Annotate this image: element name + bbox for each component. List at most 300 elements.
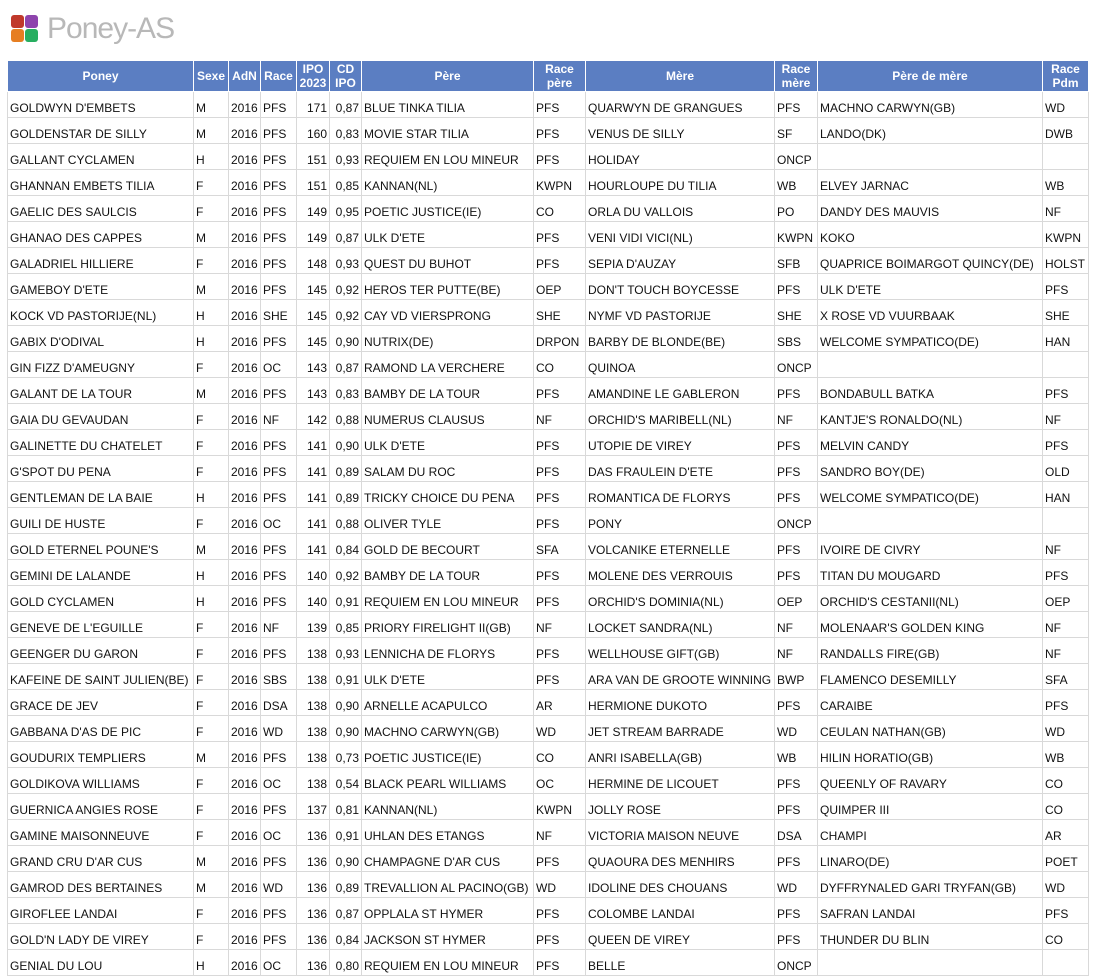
col-sexe-header[interactable] bbox=[194, 61, 229, 92]
col-ipo-2023-cell: 138 bbox=[297, 716, 330, 742]
col-ipo-2023-cell: 149 bbox=[297, 222, 330, 248]
col-race-mere-cell: PFS bbox=[775, 92, 818, 118]
col-pere-de-mere-cell: ULK D'ETE bbox=[818, 274, 1043, 300]
col-mere-cell: ORCHID'S DOMINIA(NL) bbox=[586, 586, 775, 612]
col-ipo-2023-cell: 138 bbox=[297, 742, 330, 768]
col-mere-cell: BELLE bbox=[586, 950, 775, 976]
col-race-cell: PFS bbox=[261, 482, 297, 508]
col-pere-de-mere-cell: RANDALLS FIRE(GB) bbox=[818, 638, 1043, 664]
col-race-pdm-cell: PFS bbox=[1043, 378, 1089, 404]
table-row bbox=[8, 820, 1089, 846]
col-race-pere-cell: AR bbox=[534, 690, 586, 716]
col-adn-cell: 2016 bbox=[229, 950, 261, 976]
col-ipo-2023-cell: 138 bbox=[297, 690, 330, 716]
col-race-mere-cell: ONCP bbox=[775, 950, 818, 976]
col-race-pdm-cell: SFA bbox=[1043, 664, 1089, 690]
col-race-pere-cell: PFS bbox=[534, 92, 586, 118]
col-race-pdm-cell bbox=[1043, 508, 1089, 534]
col-cd-ipo-cell: 0,88 bbox=[330, 508, 362, 534]
col-adn-cell: 2016 bbox=[229, 144, 261, 170]
header-label: IPO bbox=[335, 76, 356, 90]
col-pere-cell: SALAM DU ROC bbox=[362, 456, 534, 482]
col-race-cell: PFS bbox=[261, 326, 297, 352]
col-mere-cell: QUINOA bbox=[586, 352, 775, 378]
col-race-pere-cell: SHE bbox=[534, 300, 586, 326]
col-pere-cell: NUMERUS CLAUSUS bbox=[362, 404, 534, 430]
col-adn-cell: 2016 bbox=[229, 274, 261, 300]
col-race-pere-cell: PFS bbox=[534, 586, 586, 612]
col-poney-cell: GEMINI DE LALANDE bbox=[8, 560, 194, 586]
col-pere-cell: ULK D'ETE bbox=[362, 430, 534, 456]
header-label: AdN bbox=[232, 69, 257, 83]
col-ipo-2023-cell: 136 bbox=[297, 950, 330, 976]
col-race-mere-cell: SBS bbox=[775, 326, 818, 352]
col-ipo-2023-cell: 137 bbox=[297, 794, 330, 820]
col-race-cell: PFS bbox=[261, 170, 297, 196]
col-pere-de-mere-header[interactable] bbox=[818, 61, 1043, 92]
col-pere-de-mere-cell: ORCHID'S CESTANII(NL) bbox=[818, 586, 1043, 612]
col-cd-ipo-header[interactable] bbox=[330, 61, 362, 92]
col-race-mere-cell: SFB bbox=[775, 248, 818, 274]
col-mere-cell: BARBY DE BLONDE(BE) bbox=[586, 326, 775, 352]
col-cd-ipo-cell: 0,92 bbox=[330, 274, 362, 300]
header-label: Mère bbox=[665, 69, 694, 83]
col-pere-cell: NUTRIX(DE) bbox=[362, 326, 534, 352]
col-race-mere-cell: NF bbox=[775, 638, 818, 664]
col-pere-cell: BLACK PEARL WILLIAMS bbox=[362, 768, 534, 794]
col-poney-cell: GAMEBOY D'ETE bbox=[8, 274, 194, 300]
col-pere-cell: GOLD DE BECOURT bbox=[362, 534, 534, 560]
col-sexe-cell: F bbox=[194, 170, 229, 196]
col-ipo-2023-cell: 140 bbox=[297, 560, 330, 586]
col-cd-ipo-cell: 0,93 bbox=[330, 144, 362, 170]
col-race-pere-cell: PFS bbox=[534, 378, 586, 404]
col-adn-cell: 2016 bbox=[229, 482, 261, 508]
table-row bbox=[8, 690, 1089, 716]
col-race-mere-cell: OEP bbox=[775, 586, 818, 612]
col-pere-cell: QUEST DU BUHOT bbox=[362, 248, 534, 274]
table-row bbox=[8, 404, 1089, 430]
col-cd-ipo-cell: 0,90 bbox=[330, 846, 362, 872]
col-sexe-cell: F bbox=[194, 352, 229, 378]
col-ipo-2023-cell: 141 bbox=[297, 456, 330, 482]
col-adn-cell: 2016 bbox=[229, 794, 261, 820]
col-race-mere-cell: PFS bbox=[775, 378, 818, 404]
col-cd-ipo-cell: 0,87 bbox=[330, 898, 362, 924]
col-race-pdm-cell: PFS bbox=[1043, 690, 1089, 716]
col-race-pere-cell: CO bbox=[534, 742, 586, 768]
col-poney-cell: GOLD'N LADY DE VIREY bbox=[8, 924, 194, 950]
col-cd-ipo-cell: 0,85 bbox=[330, 170, 362, 196]
col-race-pdm-cell: NF bbox=[1043, 638, 1089, 664]
col-pere-cell: MACHNO CARWYN(GB) bbox=[362, 716, 534, 742]
table-row bbox=[8, 924, 1089, 950]
col-adn-cell: 2016 bbox=[229, 872, 261, 898]
col-sexe-cell: F bbox=[194, 690, 229, 716]
header-label: Pdm bbox=[1052, 76, 1079, 90]
col-poney-header[interactable] bbox=[8, 61, 194, 92]
col-race-cell: NF bbox=[261, 404, 297, 430]
col-race-pere-header[interactable] bbox=[534, 61, 586, 92]
col-pere-cell: OLIVER TYLE bbox=[362, 508, 534, 534]
col-cd-ipo-cell: 0,95 bbox=[330, 196, 362, 222]
col-ipo-2023-cell: 141 bbox=[297, 430, 330, 456]
col-cd-ipo-cell: 0,87 bbox=[330, 352, 362, 378]
col-pere-cell: CAY VD VIERSPRONG bbox=[362, 300, 534, 326]
col-poney-cell: GUILI DE HUSTE bbox=[8, 508, 194, 534]
col-race-cell: PFS bbox=[261, 144, 297, 170]
col-ipo-2023-header[interactable] bbox=[297, 61, 330, 92]
col-race-pere-cell: PFS bbox=[534, 482, 586, 508]
col-sexe-cell: H bbox=[194, 482, 229, 508]
col-cd-ipo-cell: 0,91 bbox=[330, 820, 362, 846]
col-race-mere-cell: WD bbox=[775, 872, 818, 898]
col-pere-de-mere-cell: MOLENAAR'S GOLDEN KING bbox=[818, 612, 1043, 638]
col-race-mere-cell: SF bbox=[775, 118, 818, 144]
col-race-mere-cell: DSA bbox=[775, 820, 818, 846]
col-pere-cell: POETIC JUSTICE(IE) bbox=[362, 742, 534, 768]
col-sexe-cell: H bbox=[194, 586, 229, 612]
col-race-pdm-cell bbox=[1043, 144, 1089, 170]
col-cd-ipo-cell: 0,73 bbox=[330, 742, 362, 768]
col-race-pdm-cell: NF bbox=[1043, 534, 1089, 560]
col-cd-ipo-cell: 0,91 bbox=[330, 664, 362, 690]
col-sexe-cell: M bbox=[194, 92, 229, 118]
col-cd-ipo-cell: 0,80 bbox=[330, 950, 362, 976]
col-pere-cell: PRIORY FIRELIGHT II(GB) bbox=[362, 612, 534, 638]
col-race-cell: PFS bbox=[261, 638, 297, 664]
col-race-cell: DSA bbox=[261, 690, 297, 716]
col-cd-ipo-cell: 0,84 bbox=[330, 534, 362, 560]
col-mere-cell: HOURLOUPE DU TILIA bbox=[586, 170, 775, 196]
col-mere-cell: VENI VIDI VICI(NL) bbox=[586, 222, 775, 248]
col-adn-cell: 2016 bbox=[229, 300, 261, 326]
col-cd-ipo-cell: 0,92 bbox=[330, 300, 362, 326]
col-ipo-2023-cell: 149 bbox=[297, 196, 330, 222]
col-pere-de-mere-cell: WELCOME SYMPATICO(DE) bbox=[818, 326, 1043, 352]
col-pere-de-mere-cell: QUAPRICE BOIMARGOT QUINCY(DE) bbox=[818, 248, 1043, 274]
col-mere-cell: QUEEN DE VIREY bbox=[586, 924, 775, 950]
table-row bbox=[8, 378, 1089, 404]
col-race-mere-cell: PFS bbox=[775, 482, 818, 508]
table-row bbox=[8, 352, 1089, 378]
col-pere-de-mere-cell: KANTJE'S RONALDO(NL) bbox=[818, 404, 1043, 430]
col-poney-cell: G'SPOT DU PENA bbox=[8, 456, 194, 482]
col-pere-de-mere-cell: CHAMPI bbox=[818, 820, 1043, 846]
col-ipo-2023-cell: 143 bbox=[297, 378, 330, 404]
col-pere-de-mere-cell bbox=[818, 352, 1043, 378]
col-race-mere-cell: ONCP bbox=[775, 352, 818, 378]
col-race-pere-cell: PFS bbox=[534, 924, 586, 950]
header-label: Père bbox=[434, 69, 461, 83]
header-label: père bbox=[546, 76, 573, 90]
table-row bbox=[8, 508, 1089, 534]
col-pere-de-mere-cell: LINARO(DE) bbox=[818, 846, 1043, 872]
col-race-pdm-cell: HAN bbox=[1043, 326, 1089, 352]
table-row bbox=[8, 950, 1089, 976]
col-race-cell: PFS bbox=[261, 924, 297, 950]
ipo-ranking-table bbox=[7, 60, 1089, 976]
col-ipo-2023-cell: 151 bbox=[297, 170, 330, 196]
col-race-pere-cell: PFS bbox=[534, 664, 586, 690]
col-poney-cell: GRAND CRU D'AR CUS bbox=[8, 846, 194, 872]
col-race-pdm-cell: HOLST bbox=[1043, 248, 1089, 274]
col-race-mere-cell: PFS bbox=[775, 456, 818, 482]
col-adn-cell: 2016 bbox=[229, 326, 261, 352]
col-cd-ipo-cell: 0,92 bbox=[330, 560, 362, 586]
col-sexe-cell: M bbox=[194, 742, 229, 768]
col-adn-cell: 2016 bbox=[229, 352, 261, 378]
col-mere-cell: SEPIA D'AUZAY bbox=[586, 248, 775, 274]
col-pere-de-mere-cell bbox=[818, 144, 1043, 170]
col-race-pdm-cell: NF bbox=[1043, 196, 1089, 222]
col-ipo-2023-cell: 171 bbox=[297, 92, 330, 118]
col-race-pdm-cell: PFS bbox=[1043, 898, 1089, 924]
col-poney-cell: GALANT DE LA TOUR bbox=[8, 378, 194, 404]
col-race-pdm-cell: POET bbox=[1043, 846, 1089, 872]
col-adn-cell: 2016 bbox=[229, 690, 261, 716]
col-poney-cell: GUERNICA ANGIES ROSE bbox=[8, 794, 194, 820]
col-sexe-cell: M bbox=[194, 274, 229, 300]
col-ipo-2023-cell: 138 bbox=[297, 638, 330, 664]
header-label: CD bbox=[336, 62, 355, 76]
col-race-mere-cell: PO bbox=[775, 196, 818, 222]
col-mere-cell: PONY bbox=[586, 508, 775, 534]
header-label: Père de mère bbox=[892, 69, 968, 83]
col-sexe-cell: M bbox=[194, 222, 229, 248]
col-race-mere-cell: BWP bbox=[775, 664, 818, 690]
col-race-pere-cell: CO bbox=[534, 196, 586, 222]
col-race-cell: OC bbox=[261, 508, 297, 534]
table-row bbox=[8, 274, 1089, 300]
table-row bbox=[8, 92, 1089, 118]
table-header-row bbox=[8, 61, 1089, 92]
col-race-mere-cell: PFS bbox=[775, 534, 818, 560]
col-adn-cell: 2016 bbox=[229, 820, 261, 846]
col-race-pdm-cell: CO bbox=[1043, 794, 1089, 820]
col-poney-cell: KAFEINE DE SAINT JULIEN(BE) bbox=[8, 664, 194, 690]
col-pere-cell: MOVIE STAR TILIA bbox=[362, 118, 534, 144]
col-pere-de-mere-cell: SAFRAN LANDAI bbox=[818, 898, 1043, 924]
col-ipo-2023-cell: 140 bbox=[297, 586, 330, 612]
col-poney-cell: GOUDURIX TEMPLIERS bbox=[8, 742, 194, 768]
table-row bbox=[8, 430, 1089, 456]
col-cd-ipo-cell: 0,85 bbox=[330, 612, 362, 638]
col-race-cell: PFS bbox=[261, 92, 297, 118]
col-race-pere-cell: PFS bbox=[534, 638, 586, 664]
col-poney-cell: GAMROD DES BERTAINES bbox=[8, 872, 194, 898]
col-adn-cell: 2016 bbox=[229, 586, 261, 612]
col-race-pdm-cell: WB bbox=[1043, 742, 1089, 768]
col-adn-cell: 2016 bbox=[229, 508, 261, 534]
table-row bbox=[8, 300, 1089, 326]
col-adn-cell: 2016 bbox=[229, 196, 261, 222]
col-mere-cell: HOLIDAY bbox=[586, 144, 775, 170]
col-cd-ipo-cell: 0,88 bbox=[330, 404, 362, 430]
col-adn-cell: 2016 bbox=[229, 846, 261, 872]
col-race-pere-cell: KWPN bbox=[534, 794, 586, 820]
col-sexe-cell: H bbox=[194, 300, 229, 326]
col-race-mere-cell: PFS bbox=[775, 846, 818, 872]
table-row bbox=[8, 846, 1089, 872]
col-poney-cell: GABBANA D'AS DE PIC bbox=[8, 716, 194, 742]
col-poney-cell: GALADRIEL HILLIERE bbox=[8, 248, 194, 274]
col-mere-header[interactable] bbox=[586, 61, 775, 92]
col-race-pdm-cell: WD bbox=[1043, 872, 1089, 898]
col-cd-ipo-cell: 0,89 bbox=[330, 456, 362, 482]
col-poney-cell: GALINETTE DU CHATELET bbox=[8, 430, 194, 456]
col-cd-ipo-cell: 0,93 bbox=[330, 248, 362, 274]
col-race-mere-cell: NF bbox=[775, 612, 818, 638]
col-race-cell: SHE bbox=[261, 300, 297, 326]
col-race-mere-cell: NF bbox=[775, 404, 818, 430]
col-adn-cell: 2016 bbox=[229, 222, 261, 248]
col-race-pdm-cell: NF bbox=[1043, 404, 1089, 430]
col-ipo-2023-cell: 148 bbox=[297, 248, 330, 274]
col-cd-ipo-cell: 0,87 bbox=[330, 92, 362, 118]
col-race-pere-cell: PFS bbox=[534, 950, 586, 976]
col-cd-ipo-cell: 0,91 bbox=[330, 586, 362, 612]
col-pere-cell: KANNAN(NL) bbox=[362, 170, 534, 196]
col-pere-header[interactable] bbox=[362, 61, 534, 92]
col-pere-de-mere-cell: QUIMPER III bbox=[818, 794, 1043, 820]
col-race-pdm-cell: DWB bbox=[1043, 118, 1089, 144]
col-poney-cell: GENIAL DU LOU bbox=[8, 950, 194, 976]
col-mere-cell: ROMANTICA DE FLORYS bbox=[586, 482, 775, 508]
col-race-mere-cell: PFS bbox=[775, 794, 818, 820]
col-race-cell: PFS bbox=[261, 456, 297, 482]
table-row bbox=[8, 898, 1089, 924]
col-race-pere-cell: DRPON bbox=[534, 326, 586, 352]
col-race-cell: PFS bbox=[261, 586, 297, 612]
col-race-pdm-cell: KWPN bbox=[1043, 222, 1089, 248]
site-logo[interactable] bbox=[11, 12, 174, 46]
col-sexe-cell: F bbox=[194, 820, 229, 846]
col-race-mere-header[interactable] bbox=[775, 61, 818, 92]
col-race-cell: PFS bbox=[261, 378, 297, 404]
table-row bbox=[8, 482, 1089, 508]
logo-mark-icon bbox=[11, 15, 39, 43]
col-ipo-2023-cell: 139 bbox=[297, 612, 330, 638]
table-row bbox=[8, 612, 1089, 638]
col-poney-cell: GOLD CYCLAMEN bbox=[8, 586, 194, 612]
col-mere-cell: WELLHOUSE GIFT(GB) bbox=[586, 638, 775, 664]
table-row bbox=[8, 638, 1089, 664]
col-ipo-2023-cell: 136 bbox=[297, 872, 330, 898]
col-mere-cell: ARA VAN DE GROOTE WINNING bbox=[586, 664, 775, 690]
col-cd-ipo-cell: 0,54 bbox=[330, 768, 362, 794]
col-race-cell: OC bbox=[261, 352, 297, 378]
col-sexe-cell: F bbox=[194, 404, 229, 430]
col-sexe-cell: M bbox=[194, 118, 229, 144]
col-adn-cell: 2016 bbox=[229, 664, 261, 690]
col-mere-cell: VOLCANIKE ETERNELLE bbox=[586, 534, 775, 560]
col-sexe-cell: F bbox=[194, 768, 229, 794]
col-ipo-2023-cell: 142 bbox=[297, 404, 330, 430]
col-race-cell: PFS bbox=[261, 248, 297, 274]
col-pere-de-mere-cell: SANDRO BOY(DE) bbox=[818, 456, 1043, 482]
col-sexe-cell: F bbox=[194, 196, 229, 222]
col-race-pere-cell: PFS bbox=[534, 144, 586, 170]
col-mere-cell: DON'T TOUCH BOYCESSE bbox=[586, 274, 775, 300]
col-cd-ipo-cell: 0,93 bbox=[330, 638, 362, 664]
col-race-pere-cell: WD bbox=[534, 872, 586, 898]
col-cd-ipo-cell: 0,89 bbox=[330, 872, 362, 898]
col-sexe-cell: M bbox=[194, 846, 229, 872]
col-race-pdm-cell: SHE bbox=[1043, 300, 1089, 326]
col-mere-cell: DAS FRAULEIN D'ETE bbox=[586, 456, 775, 482]
col-mere-cell: LOCKET SANDRA(NL) bbox=[586, 612, 775, 638]
col-race-pdm-cell: PFS bbox=[1043, 560, 1089, 586]
col-pere-de-mere-cell: ELVEY JARNAC bbox=[818, 170, 1043, 196]
col-poney-cell: GAELIC DES SAULCIS bbox=[8, 196, 194, 222]
col-race-header[interactable] bbox=[261, 61, 297, 92]
col-mere-cell: AMANDINE LE GABLERON bbox=[586, 378, 775, 404]
col-cd-ipo-cell: 0,90 bbox=[330, 326, 362, 352]
col-race-pere-cell: WD bbox=[534, 716, 586, 742]
col-pere-de-mere-cell: WELCOME SYMPATICO(DE) bbox=[818, 482, 1043, 508]
col-race-pere-cell: PFS bbox=[534, 508, 586, 534]
col-race-cell: PFS bbox=[261, 742, 297, 768]
col-race-pere-cell: PFS bbox=[534, 560, 586, 586]
col-cd-ipo-cell: 0,90 bbox=[330, 690, 362, 716]
col-pere-cell: OPPLALA ST HYMER bbox=[362, 898, 534, 924]
col-race-cell: PFS bbox=[261, 794, 297, 820]
col-pere-cell: ULK D'ETE bbox=[362, 664, 534, 690]
col-race-pdm-cell: OLD bbox=[1043, 456, 1089, 482]
header-label: 2023 bbox=[299, 76, 327, 90]
col-race-cell: OC bbox=[261, 950, 297, 976]
col-race-pere-cell: NF bbox=[534, 820, 586, 846]
col-race-pdm-header[interactable] bbox=[1043, 61, 1089, 92]
col-cd-ipo-cell: 0,89 bbox=[330, 482, 362, 508]
col-poney-cell: GAMINE MAISONNEUVE bbox=[8, 820, 194, 846]
col-race-cell: WD bbox=[261, 872, 297, 898]
col-mere-cell: ORLA DU VALLOIS bbox=[586, 196, 775, 222]
col-ipo-2023-cell: 141 bbox=[297, 508, 330, 534]
col-poney-cell: GHANAO DES CAPPES bbox=[8, 222, 194, 248]
col-mere-cell: ANRI ISABELLA(GB) bbox=[586, 742, 775, 768]
col-pere-de-mere-cell: CEULAN NATHAN(GB) bbox=[818, 716, 1043, 742]
col-pere-de-mere-cell bbox=[818, 950, 1043, 976]
col-pere-cell: HEROS TER PUTTE(BE) bbox=[362, 274, 534, 300]
header-label: Sexe bbox=[196, 69, 226, 83]
col-adn-cell: 2016 bbox=[229, 612, 261, 638]
col-race-pdm-cell: CO bbox=[1043, 768, 1089, 794]
header-label: Poney bbox=[82, 69, 119, 83]
col-adn-cell: 2016 bbox=[229, 170, 261, 196]
col-sexe-cell: F bbox=[194, 456, 229, 482]
col-adn-cell: 2016 bbox=[229, 560, 261, 586]
table-row bbox=[8, 716, 1089, 742]
table-row bbox=[8, 248, 1089, 274]
col-race-pere-cell: PFS bbox=[534, 248, 586, 274]
col-pere-cell: JACKSON ST HYMER bbox=[362, 924, 534, 950]
col-race-cell: PFS bbox=[261, 534, 297, 560]
col-poney-cell: GHANNAN EMBETS TILIA bbox=[8, 170, 194, 196]
col-pere-de-mere-cell: X ROSE VD VUURBAAK bbox=[818, 300, 1043, 326]
col-adn-header[interactable] bbox=[229, 61, 261, 92]
col-pere-de-mere-cell: QUEENLY OF RAVARY bbox=[818, 768, 1043, 794]
col-race-cell: PFS bbox=[261, 222, 297, 248]
col-ipo-2023-cell: 143 bbox=[297, 352, 330, 378]
col-poney-cell: KOCK VD PASTORIJE(NL) bbox=[8, 300, 194, 326]
col-ipo-2023-cell: 136 bbox=[297, 846, 330, 872]
col-adn-cell: 2016 bbox=[229, 92, 261, 118]
col-race-mere-cell: ONCP bbox=[775, 508, 818, 534]
col-race-cell: PFS bbox=[261, 898, 297, 924]
col-pere-cell: UHLAN DES ETANGS bbox=[362, 820, 534, 846]
